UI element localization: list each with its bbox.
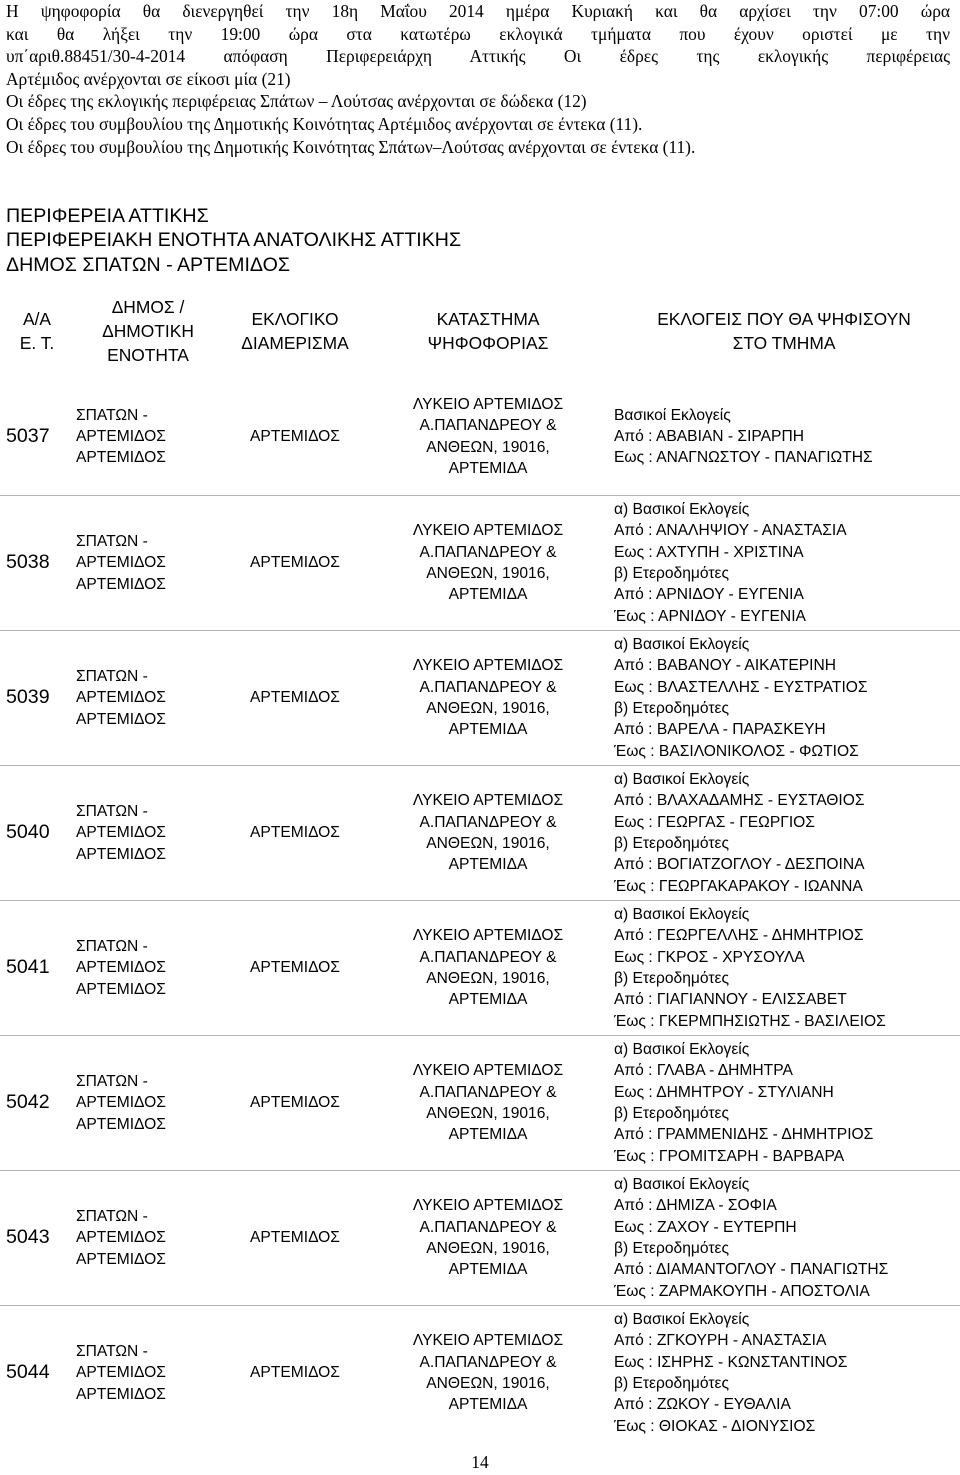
cell-line: ΑΝΘΕΩΝ, 19016,: [426, 1240, 550, 1257]
cell-line: Από : ΖΩΚΟΥ - ΕΥΘΑΛΙΑ: [614, 1396, 791, 1414]
intro-line: υπ΄αριθ.88451/30-4-2014 απόφαση Περιφερειάρχη Αττικής Οι έδρες της εκλογικής περιφέρειας: [6, 46, 950, 67]
station-number-cell: 5037: [6, 424, 50, 447]
station-cell: [368, 1036, 608, 1171]
table-header-row: [0, 292, 960, 370]
cell-line: ΑΡΤΕΜΙΔΑ: [448, 991, 528, 1009]
municipality-cell: [74, 1036, 222, 1171]
cell-line: Από : ΔΗΜΙΖΑ - ΣΟΦΙΑ: [614, 1197, 777, 1215]
header-line: ΔΗΜΟΣ /: [111, 297, 185, 317]
cell-line: α) Βασικοί Εκλογείς: [614, 1041, 750, 1059]
header-spacer: [0, 370, 960, 378]
station-cell: [368, 496, 608, 631]
cell-line: ΑΡΤΕΜΙΔΟΣ: [76, 824, 166, 842]
municipality-cell: [74, 496, 222, 631]
cell-line: β) Ετεροδημότες: [614, 970, 729, 987]
cell-line: Από : ΑΒΑΒΙΑΝ - ΣΙΡΑΡΠΗ: [614, 427, 804, 445]
cell-line: Α.ΠΑΠΑΝΔΡΕΟΥ &: [419, 417, 557, 435]
cell-line: ΑΡΤΕΜΙΔΑ: [448, 1126, 528, 1144]
station-cell: [368, 1306, 608, 1441]
cell-line: ΑΡΤΕΜΙΔΟΣ: [76, 427, 166, 445]
cell-line: ΑΝΘΕΩΝ, 19016,: [426, 565, 550, 582]
cell-line: ΑΡΤΕΜΙΔΟΣ: [76, 1385, 166, 1403]
cell-line: ΣΠΑΤΩΝ -: [76, 533, 148, 551]
voters-cell: [608, 631, 960, 766]
voters-cell: [608, 1306, 960, 1441]
header-line: Ε. Τ.: [19, 333, 55, 353]
cell-line: Από : ΑΡΝΙΔΟΥ - ΕΥΓΕΝΙΑ: [614, 586, 804, 604]
division-cell: ΑΡΤΕΜΙΔΟΣ: [222, 766, 368, 901]
cell-line: β) Ετεροδημότες: [614, 700, 729, 717]
municipality-cell: [74, 1171, 222, 1306]
division-cell: ΑΡΤΕΜΙΔΟΣ: [250, 427, 340, 445]
cell-line: Α.ΠΑΠΑΝΔΡΕΟΥ &: [419, 1083, 557, 1101]
header-station: [368, 292, 608, 370]
station-number-cell: 5040: [0, 766, 74, 901]
cell-line: Από : ΒΑΡΕΛΑ - ΠΑΡΑΣΚΕΥΗ: [614, 721, 826, 739]
cell-line: Βασικοί Εκλογείς: [614, 406, 731, 424]
cell-line: ΑΡΤΕΜΙΔΑ: [448, 459, 528, 477]
table-body: [0, 378, 960, 1440]
cell-line: α) Βασικοί Εκλογείς: [614, 501, 750, 519]
voters-cell: [608, 901, 960, 1036]
station-cell: [368, 766, 608, 901]
division-cell: ΑΡΤΕΜΙΔΟΣ: [222, 496, 368, 631]
cell-line: Έως : ΓΚΕΡΜΠΗΣΙΩΤΗΣ - ΒΑΣΙΛΕΙΟΣ: [614, 1012, 886, 1030]
header-line: ΕΚΛΟΓΕΙΣ ΠΟΥ ΘΑ ΨΗΦΙΣΟΥΝ: [657, 309, 911, 329]
station-cell: [368, 901, 608, 1036]
division-cell: ΑΡΤΕΜΙΔΟΣ: [222, 901, 368, 1036]
cell-line: α) Βασικοί Εκλογείς: [614, 906, 750, 924]
cell-line: Α.ΠΑΠΑΝΔΡΕΟΥ &: [419, 543, 557, 561]
cell-line: Εως : ΓΚΡΟΣ - ΧΡΥΣΟΥΛΑ: [614, 948, 805, 966]
municipality-cell: [74, 766, 222, 901]
cell-line: ΛΥΚΕΙΟ ΑΡΤΕΜΙΔΟΣ: [412, 657, 564, 675]
cell-line: Α.ΠΑΠΑΝΔΡΕΟΥ &: [419, 948, 557, 966]
cell-line: ΑΡΤΕΜΙΔΟΣ: [76, 689, 166, 707]
cell-line: Εως : ΒΛΑΣΤΕΛΛΗΣ - ΕΥΣΤΡΑΤΙΟΣ: [614, 678, 868, 696]
cell-line: Εως : ΓΕΩΡΓΑΣ - ΓΕΩΡΓΙΟΣ: [614, 813, 815, 831]
cell-line: Εως : ΑΧΤΥΠΗ - ΧΡΙΣΤΙΝΑ: [614, 543, 804, 561]
municipality-heading: ΔΗΜΟΣ ΣΠΑΤΩΝ - ΑΡΤΕΜΙΔΟΣ: [6, 253, 290, 276]
region-heading: ΠΕΡΙΦΕΡΕΙΑ ΑΤΤΙΚΗΣ: [6, 205, 209, 227]
division-cell: ΑΡΤΕΜΙΔΟΣ: [222, 1171, 368, 1306]
cell-line: ΣΠΑΤΩΝ -: [76, 406, 148, 424]
intro-text: [6, 0, 950, 158]
cell-line: ΑΡΤΕΜΙΔΑ: [448, 1261, 528, 1279]
division-cell: ΑΡΤΕΜΙΔΟΣ: [222, 631, 368, 766]
header-line: ΕΝΟΤΗΤΑ: [107, 345, 189, 365]
cell-line: ΑΡΤΕΜΙΔΟΣ: [76, 1364, 166, 1382]
municipality-cell: [74, 901, 222, 1036]
cell-line: ΣΠΑΤΩΝ -: [76, 1073, 148, 1091]
cell-line: ΛΥΚΕΙΟ ΑΡΤΕΜΙΔΟΣ: [412, 395, 564, 413]
header-division: [222, 292, 368, 370]
cell-line: Έως : ΑΡΝΙΔΟΥ - ΕΥΓΕΝΙΑ: [614, 607, 806, 625]
cell-line: Εως : ΑΝΑΓΝΩΣΤΟΥ - ΠΑΝΑΓΙΩΤΗΣ: [614, 449, 873, 467]
cell-line: ΑΡΤΕΜΙΔΟΣ: [76, 1229, 166, 1247]
cell-line: α) Βασικοί Εκλογείς: [614, 1311, 750, 1329]
cell-line: ΑΡΤΕΜΙΔΟΣ: [76, 1094, 166, 1112]
cell-line: ΛΥΚΕΙΟ ΑΡΤΕΜΙΔΟΣ: [412, 522, 564, 540]
polling-stations-table: [0, 292, 960, 1440]
page-number: 14: [471, 1452, 489, 1472]
header-number: [0, 292, 74, 370]
cell-line: Από : ΓΡΑΜΜΕΝΙΔΗΣ - ΔΗΜΗΤΡΙΟΣ: [614, 1126, 874, 1144]
intro-line: Οι έδρες του συμβουλίου της Δημοτικής Κοινότητας Σπάτων–Λούτσας ανέρχονται σε έντεκα (11).: [6, 136, 696, 157]
cell-line: β) Ετεροδημότες: [614, 835, 729, 852]
cell-line: α) Βασικοί Εκλογείς: [614, 636, 750, 654]
cell-line: α) Βασικοί Εκλογείς: [614, 1176, 750, 1194]
cell-line: ΑΝΘΕΩΝ, 19016,: [426, 1375, 550, 1392]
cell-line: ΑΡΤΕΜΙΔΟΣ: [76, 554, 166, 572]
cell-line: Εως : ΔΗΜΗΤΡΟΥ - ΣΤΥΛΙΑΝΗ: [614, 1083, 834, 1101]
municipality-cell: [74, 1306, 222, 1441]
cell-line: ΣΠΑΤΩΝ -: [76, 803, 148, 821]
table-row: [0, 378, 960, 496]
header-line: ΣΤΟ ΤΜΗΜΑ: [732, 333, 836, 353]
municipality-cell: [74, 631, 222, 766]
station-number-cell: 5044: [0, 1306, 74, 1441]
cell-line: ΑΡΤΕΜΙΔΟΣ: [76, 959, 166, 977]
header-municipality: [74, 292, 222, 370]
table-row: [0, 901, 960, 1036]
cell-line: ΛΥΚΕΙΟ ΑΡΤΕΜΙΔΟΣ: [412, 1332, 564, 1350]
table-row: [0, 1306, 960, 1441]
station-cell: [368, 378, 608, 496]
cell-line: ΑΡΤΕΜΙΔΟΣ: [76, 980, 166, 998]
header-line: Α/Α: [22, 309, 52, 329]
regional-unit-heading: ΠΕΡΙΦΕΡΕΙΑΚΗ ΕΝΟΤΗΤΑ ΑΝΑΤΟΛΙΚΗΣ ΑΤΤΙΚΗΣ: [6, 229, 462, 252]
cell-line: Από : ΓΛΑΒΑ - ΔΗΜΗΤΡΑ: [614, 1062, 793, 1080]
cell-line: ΑΡΤΕΜΙΔΟΣ: [76, 575, 166, 593]
cell-line: ΑΡΤΕΜΙΔΑ: [448, 721, 528, 739]
cell-line: ΑΝΘΕΩΝ, 19016,: [426, 700, 550, 717]
cell-line: ΑΝΘΕΩΝ, 19016,: [426, 1105, 550, 1122]
header-voters: [608, 292, 960, 370]
header-line: ΕΚΛΟΓΙΚΟ: [251, 309, 339, 329]
table-row: [0, 631, 960, 766]
cell-line: Εως : ΖΑΧΟΥ - ΕΥΤΕΡΠΗ: [614, 1218, 797, 1236]
cell-line: ΛΥΚΕΙΟ ΑΡΤΕΜΙΔΟΣ: [412, 1062, 564, 1080]
cell-line: α) Βασικοί Εκλογείς: [614, 771, 750, 789]
header-line: ΔΙΑΜΕΡΙΣΜΑ: [241, 333, 349, 353]
cell-line: ΣΠΑΤΩΝ -: [76, 668, 148, 686]
cell-line: ΛΥΚΕΙΟ ΑΡΤΕΜΙΔΟΣ: [412, 927, 564, 945]
station-number-cell: 5042: [0, 1036, 74, 1171]
station-number-cell: 5041: [0, 901, 74, 1036]
cell-line: ΑΡΤΕΜΙΔΟΣ: [76, 449, 166, 467]
cell-line: Έως : ΘΙΟΚΑΣ - ΔΙΟΝΥΣΙΟΣ: [614, 1417, 816, 1435]
voters-cell: [608, 1036, 960, 1171]
cell-line: ΛΥΚΕΙΟ ΑΡΤΕΜΙΔΟΣ: [412, 1197, 564, 1215]
station-number-cell: 5038: [0, 496, 74, 631]
cell-line: Από : ΑΝΑΛΗΨΙΟΥ - ΑΝΑΣΤΑΣΙΑ: [614, 522, 847, 540]
intro-line: Αρτέμιδος ανέρχονται σε είκοσι μία (21): [6, 68, 291, 89]
cell-line: Από : ΖΓΚΟΥΡΗ - ΑΝΑΣΤΑΣΙΑ: [614, 1332, 827, 1350]
cell-line: ΑΡΤΕΜΙΔΟΣ: [76, 710, 166, 728]
cell-line: Από : ΓΙΑΓΙΑΝΝΟΥ - ΕΛΙΣΣΑΒΕΤ: [614, 991, 847, 1009]
intro-line: Οι έδρες της εκλογικής περιφέρειας Σπάτων – Λούτσας ανέρχονται σε δώδεκα (12): [6, 91, 587, 112]
cell-line: ΑΡΤΕΜΙΔΑ: [448, 856, 528, 874]
municipality-cell: [74, 378, 222, 496]
cell-line: ΑΡΤΕΜΙΔΑ: [448, 1396, 528, 1414]
cell-line: Α.ΠΑΠΑΝΔΡΕΟΥ &: [419, 1218, 557, 1236]
header-line: ΨΗΦΟΦΟΡΙΑΣ: [427, 333, 549, 353]
division-cell: ΑΡΤΕΜΙΔΟΣ: [222, 1306, 368, 1441]
cell-line: Α.ΠΑΠΑΝΔΡΕΟΥ &: [419, 1353, 557, 1371]
cell-line: ΣΠΑΤΩΝ -: [76, 1343, 148, 1361]
division-cell: ΑΡΤΕΜΙΔΟΣ: [222, 1036, 368, 1171]
intro-line: Η ψηφοφορία θα διενεργηθεί την 18η Μαΐου 2014 ημέρα Κυριακή και θα αρχίσει την 07:00 ώρα: [6, 1, 950, 21]
station-number-cell: 5039: [0, 631, 74, 766]
cell-line: ΑΡΤΕΜΙΔΟΣ: [76, 1115, 166, 1133]
table-row: [0, 1036, 960, 1171]
voters-cell: [608, 766, 960, 901]
cell-line: β) Ετεροδημότες: [614, 1375, 729, 1392]
cell-line: β) Ετεροδημότες: [614, 565, 729, 582]
cell-line: Από : ΓΕΩΡΓΕΛΛΗΣ - ΔΗΜΗΤΡΙΟΣ: [614, 927, 864, 945]
cell-line: Έως : ΖΑΡΜΑΚΟΥΠΗ - ΑΠΟΣΤΟΛΙΑ: [614, 1282, 870, 1300]
station-number-cell: 5043: [0, 1171, 74, 1306]
cell-line: ΣΠΑΤΩΝ -: [76, 1208, 148, 1226]
cell-line: Από : ΔΙΑΜΑΝΤΟΓΛΟΥ - ΠΑΝΑΓΙΩΤΗΣ: [614, 1261, 889, 1279]
cell-line: Εως : ΙΣΗΡΗΣ - ΚΩΝΣΤΑΝΤΙΝΟΣ: [614, 1353, 848, 1371]
cell-line: β) Ετεροδημότες: [614, 1240, 729, 1257]
table-row: [0, 496, 960, 631]
cell-line: β) Ετεροδημότες: [614, 1105, 729, 1122]
cell-line: ΑΝΘΕΩΝ, 19016,: [426, 835, 550, 852]
cell-line: Από : ΒΑΒΑΝΟΥ - ΑΙΚΑΤΕΡΙΝΗ: [614, 657, 836, 675]
cell-line: ΑΡΤΕΜΙΔΟΣ: [76, 845, 166, 863]
cell-line: ΛΥΚΕΙΟ ΑΡΤΕΜΙΔΟΣ: [412, 792, 564, 810]
cell-line: Από : ΒΛΑΧΑΔΑΜΗΣ - ΕΥΣΤΑΘΙΟΣ: [614, 792, 865, 810]
cell-line: ΑΡΤΕΜΙΔΟΣ: [76, 1250, 166, 1268]
intro-line: Οι έδρες του συμβουλίου της Δημοτικής Κοινότητας Αρτέμιδος ανέρχονται σε έντεκα (11).: [6, 113, 643, 134]
cell-line: Α.ΠΑΠΑΝΔΡΕΟΥ &: [419, 678, 557, 696]
cell-line: ΣΠΑΤΩΝ -: [76, 938, 148, 956]
station-cell: [368, 631, 608, 766]
intro-line: και θα λήξει την 19:00 ώρα στα κατωτέρω εκλογικά τμήματα που έχουν οριστεί με την: [6, 23, 950, 44]
station-cell: [368, 1171, 608, 1306]
cell-line: Α.ΠΑΠΑΝΔΡΕΟΥ &: [419, 813, 557, 831]
cell-line: Έως : ΓΕΩΡΓΑΚΑΡΑΚΟΥ - ΙΩΑΝΝΑ: [614, 877, 863, 895]
table-row: [0, 1171, 960, 1306]
header-line: ΔΗΜΟΤΙΚΗ: [102, 321, 194, 341]
voters-cell: [608, 1171, 960, 1306]
header-line: ΚΑΤΑΣΤΗΜΑ: [436, 309, 540, 329]
cell-line: Έως : ΒΑΣΙΛΟΝΙΚΟΛΟΣ - ΦΩΤΙΟΣ: [614, 742, 859, 760]
voters-cell: [608, 496, 960, 631]
cell-line: ΑΡΤΕΜΙΔΑ: [448, 586, 528, 604]
cell-line: Έως : ΓΡΟΜΙΤΣΑΡΗ - ΒΑΡΒΑΡΑ: [614, 1147, 845, 1165]
cell-line: ΑΝΘΕΩΝ, 19016,: [426, 970, 550, 987]
table-row: [0, 766, 960, 901]
cell-line: ΑΝΘΕΩΝ, 19016,: [426, 438, 550, 456]
cell-line: Από : ΒΟΓΙΑΤΖΟΓΛΟΥ - ΔΕΣΠΟΙΝΑ: [614, 856, 865, 874]
section-headings: [6, 204, 461, 277]
voters-cell: [608, 378, 960, 496]
